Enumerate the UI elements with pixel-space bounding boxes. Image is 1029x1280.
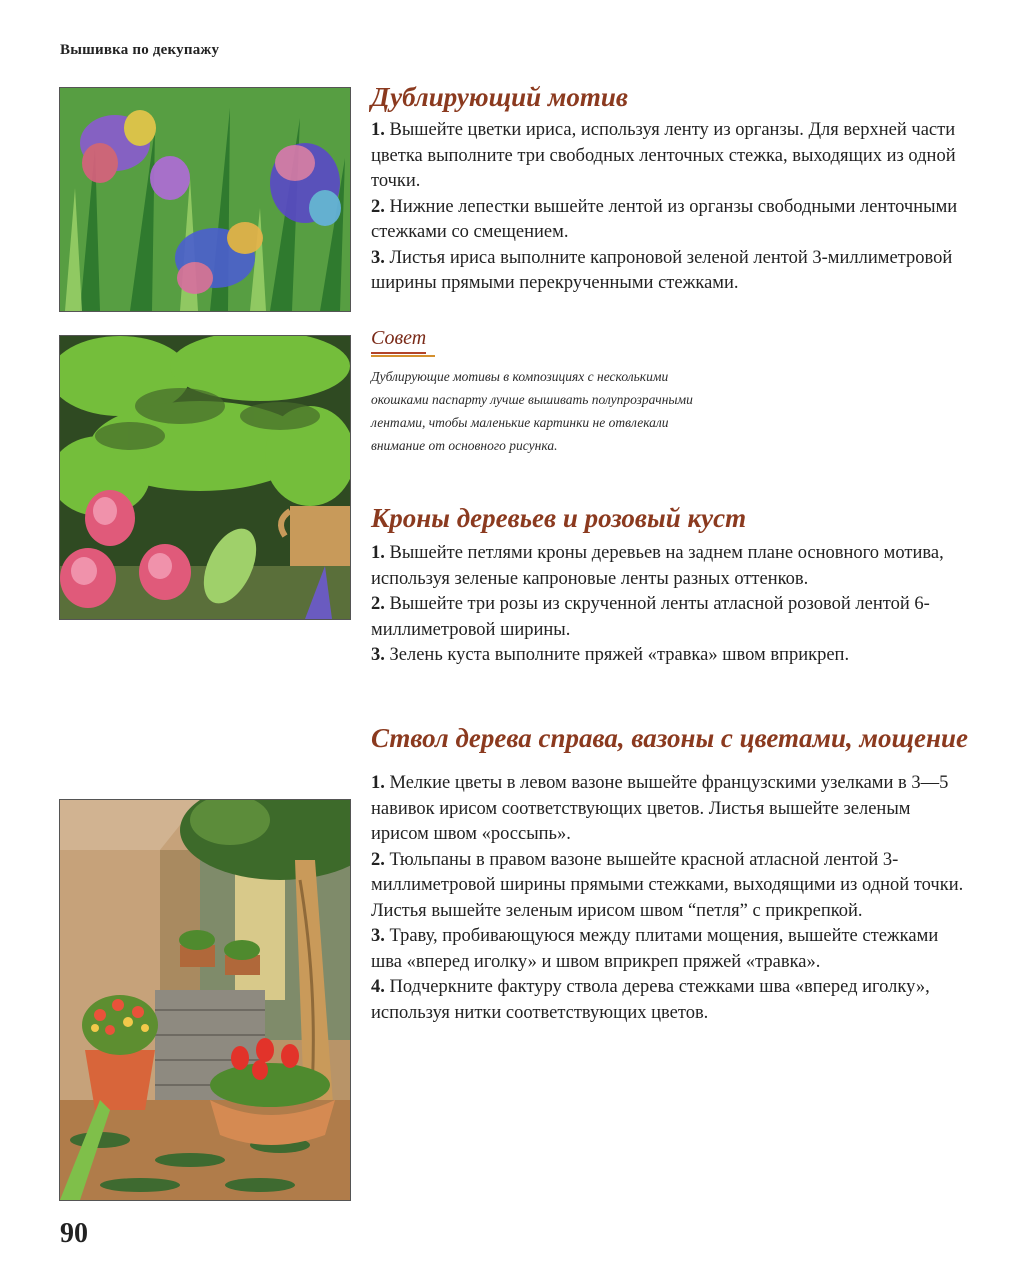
step-1: 1. Вышейте петлями кроны деревьев на заднем плане основного мотива, используя зеленые капроновые ленты разных оттенков. [371, 543, 944, 589]
running-head: Вышивка по декупажу [60, 42, 220, 58]
step-2: 2. Тюльпаны в правом вазоне вышейте красной атласной лентой 3-миллиметровой ширины прямыми стежками, выходящими из одной точки. Листья вышейте зеленым ирисом швом “петля” с прикрепкой. [371, 849, 964, 921]
section-title: Дублирующий мотив [371, 82, 628, 112]
section-duplicating-motif [371, 82, 971, 297]
step-3: 3. Листья ириса выполните капроновой зеленой лентой 3-миллиметровой ширины прямыми перекрученными стежками. [371, 247, 953, 293]
section-tree-trunk [371, 723, 971, 1026]
iris-embroidery-photo [59, 87, 351, 312]
step-2: 2. Вышейте три розы из скрученной ленты атласной розовой лентой 6-миллиметровой ширины. [371, 594, 930, 640]
flowerpots-paving-photo [59, 799, 351, 1201]
step-4: 4. Подчеркните фактуру ствола дерева стежками шва «вперед иголку», используя нитки соответствующих цветов. [371, 977, 930, 1023]
step-1: 1. Мелкие цветы в левом вазоне вышейте французскими узелками в 3—5 навивок ирисом соответствующих цветов. Листья вышейте зеленым ирисом швом «россыпь». [371, 773, 949, 844]
page-number: 90 [60, 1218, 88, 1249]
section-title: Кроны деревьев и розовый куст [371, 503, 747, 533]
step-3: 3. Траву, пробивающуюся между плитами мощения, вышейте стежками шва «вперед иголку» и швом вприкреп пряжей «травка». [371, 926, 939, 972]
tree-crowns-roses-photo [59, 335, 351, 620]
tip-text: Дублирующие мотивы в композициях с несколькими окошками паспарту лучше вышивать полупрозрачными лентами, чтобы маленькие картинки не отвлекали внимание от основного рисунка. [371, 369, 693, 453]
step-3: 3. Зелень куста выполните пряжей «травка» швом вприкреп. [371, 645, 850, 665]
tip-divider [371, 355, 435, 357]
tip-box [371, 327, 971, 457]
section-tree-crowns [371, 503, 971, 669]
section-title: Ствол дерева справа, вазоны с цветами, мощение [371, 723, 969, 753]
tip-title: Совет [371, 327, 426, 354]
step-1: 1. Вышейте цветки ириса, используя ленту из органзы. Для верхней части цветка выполните три свободных ленточных стежка, выходящих из одной точки. [371, 120, 956, 191]
step-2: 2. Нижние лепестки вышейте лентой из органзы свободными ленточными стежками со смещением. [371, 196, 958, 242]
